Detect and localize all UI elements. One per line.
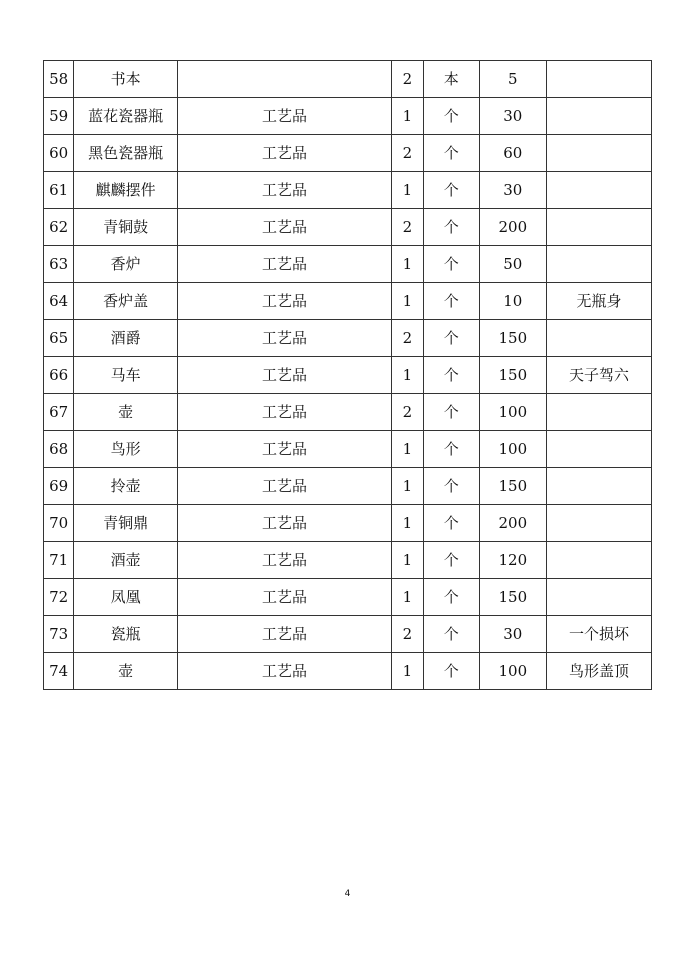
table-row (44, 135, 652, 172)
table-row (44, 394, 652, 431)
table-row (44, 98, 652, 135)
item-note-cell: 一个损坏 (547, 616, 652, 653)
item-note-cell: 鸟形盖顶 (547, 653, 652, 690)
item-quantity-cell: 2 (391, 616, 423, 653)
item-price-cell: 100 (479, 431, 547, 468)
item-number-cell: 67 (44, 394, 74, 431)
item-category-cell: 工艺品 (178, 505, 392, 542)
item-number-cell: 62 (44, 209, 74, 246)
item-name-cell: 酒壶 (74, 542, 178, 579)
item-note-cell (547, 246, 652, 283)
item-note-cell (547, 542, 652, 579)
item-price-cell: 200 (479, 209, 547, 246)
item-unit-cell: 个 (424, 616, 479, 653)
item-category-cell: 工艺品 (178, 135, 392, 172)
table-row (44, 357, 652, 394)
item-unit-cell: 个 (424, 135, 479, 172)
item-category-cell: 工艺品 (178, 616, 392, 653)
item-category-cell: 工艺品 (178, 98, 392, 135)
item-category-cell: 工艺品 (178, 394, 392, 431)
item-category-cell: 工艺品 (178, 468, 392, 505)
item-category-cell: 工艺品 (178, 653, 392, 690)
item-number-cell: 61 (44, 172, 74, 209)
item-quantity-cell: 1 (391, 283, 423, 320)
item-note-cell: 天子驾六 (547, 357, 652, 394)
item-number-cell: 73 (44, 616, 74, 653)
item-unit-cell: 本 (424, 61, 479, 98)
item-name-cell: 麒麟摆件 (74, 172, 178, 209)
item-category-cell: 工艺品 (178, 357, 392, 394)
item-quantity-cell: 1 (391, 98, 423, 135)
item-quantity-cell: 1 (391, 653, 423, 690)
item-quantity-cell: 2 (391, 209, 423, 246)
table-row (44, 209, 652, 246)
item-quantity-cell: 1 (391, 468, 423, 505)
item-name-cell: 青铜鼎 (74, 505, 178, 542)
item-number-cell: 72 (44, 579, 74, 616)
inventory-table-body (44, 61, 652, 690)
item-price-cell: 100 (479, 653, 547, 690)
item-name-cell: 壶 (74, 653, 178, 690)
item-price-cell: 60 (479, 135, 547, 172)
item-unit-cell: 个 (424, 357, 479, 394)
table-row (44, 579, 652, 616)
item-number-cell: 65 (44, 320, 74, 357)
item-price-cell: 120 (479, 542, 547, 579)
item-name-cell: 拎壶 (74, 468, 178, 505)
item-quantity-cell: 1 (391, 505, 423, 542)
item-category-cell: 工艺品 (178, 579, 392, 616)
item-price-cell: 100 (479, 394, 547, 431)
table-row (44, 505, 652, 542)
item-note-cell (547, 505, 652, 542)
item-price-cell: 150 (479, 579, 547, 616)
item-note-cell (547, 61, 652, 98)
table-row (44, 542, 652, 579)
table-row (44, 61, 652, 98)
item-number-cell: 70 (44, 505, 74, 542)
item-number-cell: 60 (44, 135, 74, 172)
table-row (44, 468, 652, 505)
item-name-cell: 书本 (74, 61, 178, 98)
item-name-cell: 青铜鼓 (74, 209, 178, 246)
item-quantity-cell: 2 (391, 61, 423, 98)
item-number-cell: 66 (44, 357, 74, 394)
item-note-cell (547, 468, 652, 505)
item-note-cell: 无瓶身 (547, 283, 652, 320)
item-note-cell (547, 172, 652, 209)
page-number: 4 (344, 889, 351, 899)
item-unit-cell: 个 (424, 579, 479, 616)
item-category-cell: 工艺品 (178, 542, 392, 579)
item-number-cell: 58 (44, 61, 74, 98)
item-quantity-cell: 2 (391, 320, 423, 357)
item-unit-cell: 个 (424, 542, 479, 579)
item-name-cell: 香炉 (74, 246, 178, 283)
item-unit-cell: 个 (424, 98, 479, 135)
table-row (44, 616, 652, 653)
item-category-cell: 工艺品 (178, 246, 392, 283)
item-number-cell: 68 (44, 431, 74, 468)
item-quantity-cell: 1 (391, 246, 423, 283)
item-category-cell: 工艺品 (178, 431, 392, 468)
item-price-cell: 30 (479, 172, 547, 209)
table-row (44, 283, 652, 320)
table-row (44, 172, 652, 209)
item-unit-cell: 个 (424, 283, 479, 320)
item-name-cell: 香炉盖 (74, 283, 178, 320)
item-name-cell: 酒爵 (74, 320, 178, 357)
item-quantity-cell: 2 (391, 135, 423, 172)
table-row (44, 431, 652, 468)
item-number-cell: 64 (44, 283, 74, 320)
item-price-cell: 10 (479, 283, 547, 320)
item-name-cell: 壶 (74, 394, 178, 431)
item-category-cell: 工艺品 (178, 320, 392, 357)
item-category-cell: 工艺品 (178, 283, 392, 320)
item-note-cell (547, 320, 652, 357)
item-name-cell: 蓝花瓷器瓶 (74, 98, 178, 135)
item-number-cell: 63 (44, 246, 74, 283)
inventory-table (43, 60, 652, 690)
item-price-cell: 150 (479, 320, 547, 357)
item-category-cell: 工艺品 (178, 172, 392, 209)
item-note-cell (547, 135, 652, 172)
table-row (44, 320, 652, 357)
item-unit-cell: 个 (424, 505, 479, 542)
item-note-cell (547, 579, 652, 616)
item-note-cell (547, 431, 652, 468)
item-note-cell (547, 98, 652, 135)
item-name-cell: 鸟形 (74, 431, 178, 468)
item-unit-cell: 个 (424, 172, 479, 209)
item-category-cell (178, 61, 392, 98)
item-price-cell: 5 (479, 61, 547, 98)
item-quantity-cell: 1 (391, 357, 423, 394)
item-quantity-cell: 2 (391, 394, 423, 431)
item-category-cell: 工艺品 (178, 209, 392, 246)
item-quantity-cell: 1 (391, 542, 423, 579)
item-note-cell (547, 209, 652, 246)
item-name-cell: 马车 (74, 357, 178, 394)
item-quantity-cell: 1 (391, 579, 423, 616)
item-name-cell: 黑色瓷器瓶 (74, 135, 178, 172)
item-quantity-cell: 1 (391, 431, 423, 468)
item-note-cell (547, 394, 652, 431)
item-price-cell: 30 (479, 616, 547, 653)
item-number-cell: 71 (44, 542, 74, 579)
item-price-cell: 150 (479, 468, 547, 505)
item-price-cell: 150 (479, 357, 547, 394)
item-quantity-cell: 1 (391, 172, 423, 209)
item-name-cell: 瓷瓶 (74, 616, 178, 653)
item-number-cell: 59 (44, 98, 74, 135)
item-price-cell: 30 (479, 98, 547, 135)
item-name-cell: 凤凰 (74, 579, 178, 616)
item-unit-cell: 个 (424, 653, 479, 690)
item-number-cell: 74 (44, 653, 74, 690)
item-unit-cell: 个 (424, 394, 479, 431)
item-unit-cell: 个 (424, 320, 479, 357)
item-price-cell: 200 (479, 505, 547, 542)
item-number-cell: 69 (44, 468, 74, 505)
item-unit-cell: 个 (424, 468, 479, 505)
table-row (44, 653, 652, 690)
item-unit-cell: 个 (424, 431, 479, 468)
table-row (44, 246, 652, 283)
item-unit-cell: 个 (424, 246, 479, 283)
item-price-cell: 50 (479, 246, 547, 283)
item-unit-cell: 个 (424, 209, 479, 246)
